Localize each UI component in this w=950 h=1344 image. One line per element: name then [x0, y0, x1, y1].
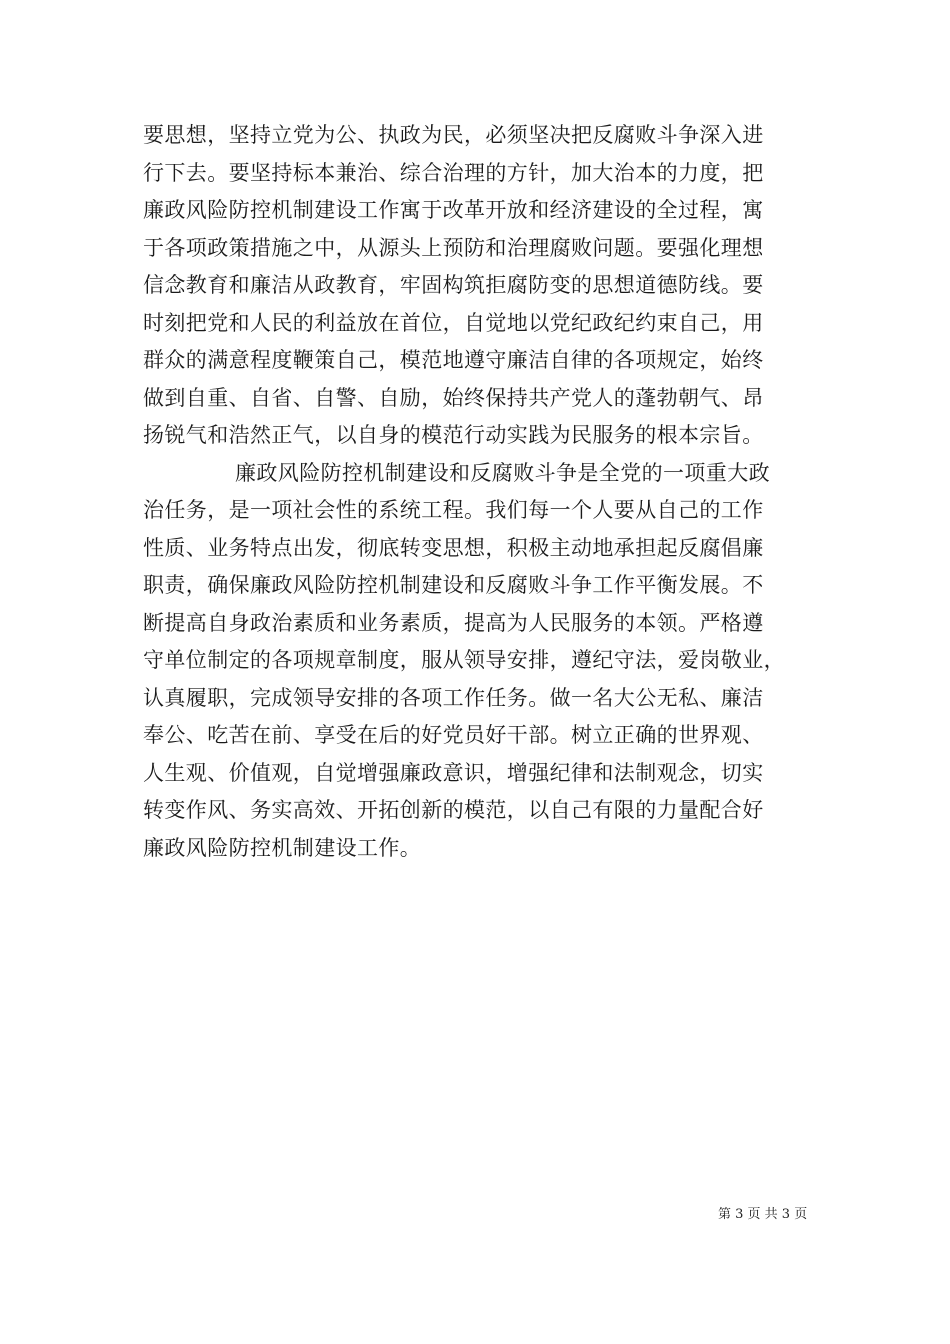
text-line: 人生观、价值观，自觉增强廉政意识，增强纪律和法制观念，切实: [143, 760, 764, 785]
text-line: 时刻把党和人民的利益放在首位，自觉地以党纪政纪约束自己，用: [143, 310, 764, 335]
text-line: 性质、业务特点出发，彻底转变思想，积极主动地承担起反腐倡廉: [143, 535, 764, 560]
page-number-footer: 第 3 页 共 3 页: [718, 1207, 808, 1222]
text-line: 信念教育和廉洁从政教育，牢固构筑拒腐防变的思想道德防线。要: [143, 273, 764, 297]
text-line: 廉政风险防控机制建设工作寓于改革开放和经济建设的全过程，寓: [143, 198, 764, 222]
paragraph-1: [143, 117, 823, 455]
text-line: 守单位制定的各项规章制度，服从领导安排，遵纪守法，爱岗敬业，: [143, 648, 785, 672]
text-line: 做到自重、自省、自警、自励，始终保持共产党人的蓬勃朝气、昂: [143, 385, 764, 410]
paragraph-2: [143, 455, 823, 868]
text-line: 转变作风、务实高效、开拓创新的模范，以自己有限的力量配合好: [143, 798, 764, 822]
text-line-indented: 廉政风险防控机制建设和反腐败斗争是全党的一项重大政: [235, 460, 770, 485]
text-line: 行下去。要坚持标本兼治、综合治理的方针，加大治本的力度，把: [143, 160, 764, 185]
text-line: 扬锐气和浩然正气，以自身的模范行动实践为民服务的根本宗旨。: [143, 423, 764, 447]
text-line: 于各项政策措施之中，从源头上预防和治理腐败问题。要强化理想: [143, 235, 764, 260]
text-line: 治任务，是一项社会性的系统工程。我们每一个人要从自己的工作: [143, 498, 764, 522]
text-line: 断提高自身政治素质和业务素质，提高为人民服务的本领。严格遵: [143, 610, 764, 635]
text-line: 群众的满意程度鞭策自己，模范地遵守廉洁自律的各项规定，始终: [143, 348, 764, 372]
document-body: [143, 117, 823, 867]
text-line: 职责，确保廉政风险防控机制建设和反腐败斗争工作平衡发展。不: [143, 573, 764, 597]
text-line: 认真履职，完成领导安排的各项工作任务。做一名大公无私、廉洁: [143, 685, 764, 710]
text-line: 廉政风险防控机制建设工作。: [143, 835, 422, 860]
text-line: 奉公、吃苦在前、享受在后的好党员好干部。树立正确的世界观、: [143, 723, 764, 747]
text-line: 要思想，坚持立党为公、执政为民，必须坚决把反腐败斗争深入进: [143, 123, 764, 147]
